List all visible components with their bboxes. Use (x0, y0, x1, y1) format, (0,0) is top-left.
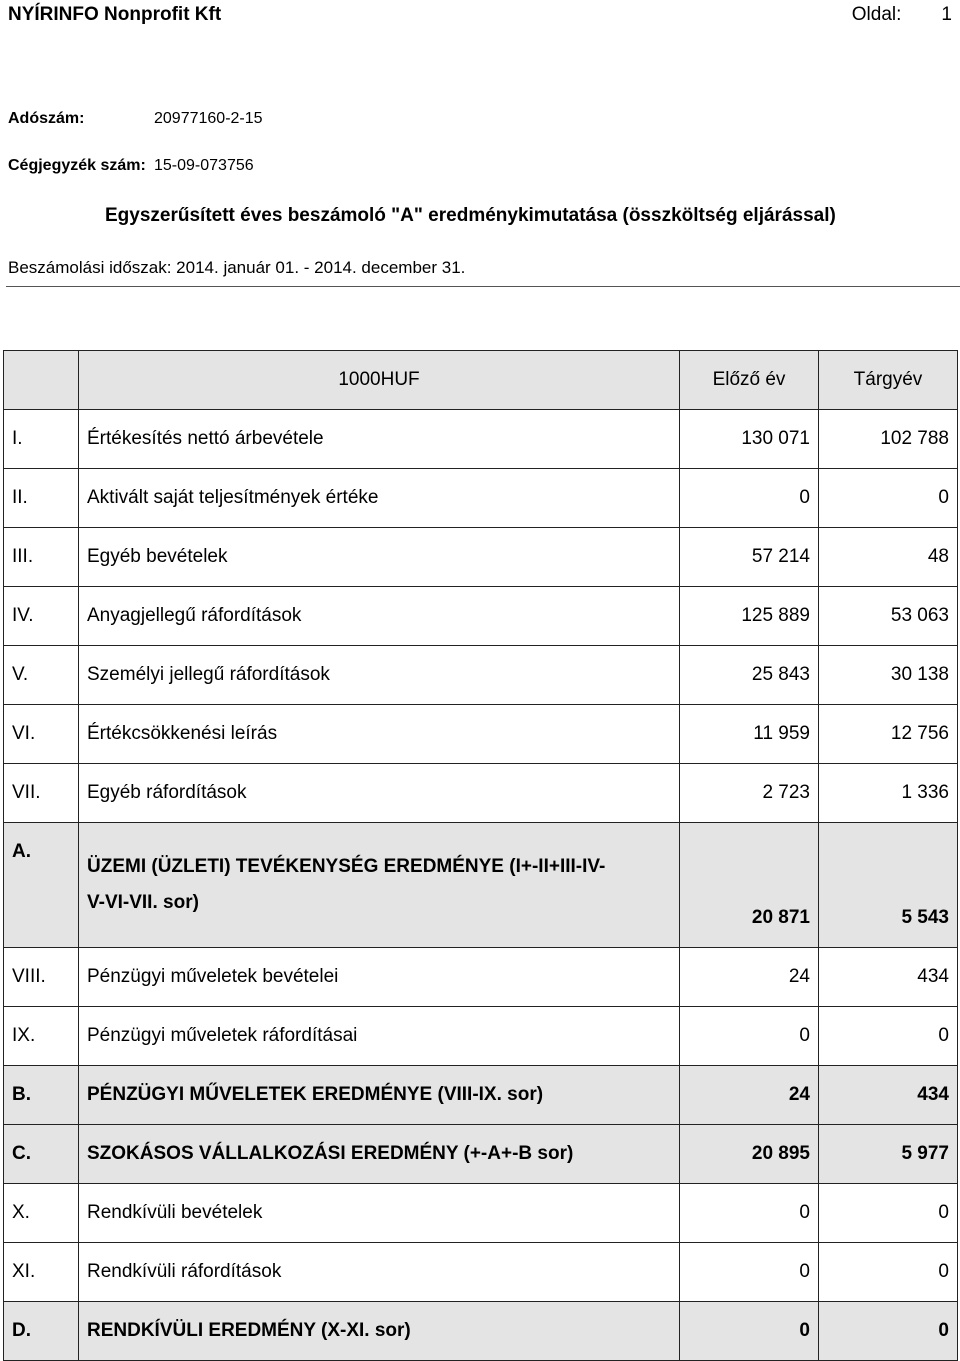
table-row (4, 1184, 958, 1243)
registry-number-value: 15-09-073756 (154, 157, 254, 174)
tax-number-value: 20977160-2-15 (154, 110, 263, 127)
row-code: A. (4, 823, 79, 948)
page-indicator (852, 4, 952, 26)
row-label: Pénzügyi műveletek ráfordításai (79, 1007, 680, 1066)
row-label: Rendkívüli bevételek (79, 1184, 680, 1243)
row-current: 434 (819, 948, 958, 1007)
row-current: 0 (819, 1184, 958, 1243)
row-code: D. (4, 1302, 79, 1361)
table-row (4, 1243, 958, 1302)
row-current: 0 (819, 1007, 958, 1066)
row-previous: 24 (680, 948, 819, 1007)
row-label: Rendkívüli ráfordítások (79, 1243, 680, 1302)
table-header-row (4, 351, 958, 410)
table-row (4, 410, 958, 469)
row-code: B. (4, 1066, 79, 1125)
row-previous: 11 959 (680, 705, 819, 764)
row-code: XI. (4, 1243, 79, 1302)
table-row-subtotal (4, 1302, 958, 1361)
row-code: IV. (4, 587, 79, 646)
table-row (4, 705, 958, 764)
row-label: Pénzügyi műveletek bevételei (79, 948, 680, 1007)
table-row (4, 469, 958, 528)
reporting-period: Beszámolási időszak: 2014. január 01. - 2014. december 31. (8, 258, 466, 277)
row-code: I. (4, 410, 79, 469)
table-row-subtotal (4, 1066, 958, 1125)
row-current: 5 543 (819, 823, 958, 948)
header-current-year: Tárgyév (819, 351, 958, 410)
row-code: C. (4, 1125, 79, 1184)
row-label: ÜZEMI (ÜZLETI) TEVÉKENYSÉG EREDMÉNYE (I+-II+III-IV-V-VI-VII. sor) (79, 823, 680, 948)
table-row (4, 764, 958, 823)
row-label: Aktivált saját teljesítmények értéke (79, 469, 680, 528)
row-previous: 0 (680, 469, 819, 528)
divider (6, 286, 960, 287)
table-row (4, 1007, 958, 1066)
row-current: 5 977 (819, 1125, 958, 1184)
row-current: 1 336 (819, 764, 958, 823)
row-current: 12 756 (819, 705, 958, 764)
row-code: V. (4, 646, 79, 705)
header-unit: 1000HUF (79, 351, 680, 410)
row-label: Értékesítés nettó árbevétele (79, 410, 680, 469)
page-number: 1 (941, 4, 952, 25)
row-label: Anyagjellegű ráfordítások (79, 587, 680, 646)
table-row (4, 948, 958, 1007)
company-name: NYÍRINFO Nonprofit Kft (8, 4, 222, 25)
row-previous: 20 871 (680, 823, 819, 948)
row-current: 48 (819, 528, 958, 587)
row-code: X. (4, 1184, 79, 1243)
row-previous: 24 (680, 1066, 819, 1125)
row-code: VII. (4, 764, 79, 823)
row-previous: 0 (680, 1302, 819, 1361)
row-previous: 0 (680, 1184, 819, 1243)
header-previous-year: Előző év (680, 351, 819, 410)
row-label: PÉNZÜGYI MŰVELETEK EREDMÉNYE (VIII-IX. sor) (79, 1066, 680, 1125)
row-previous: 0 (680, 1007, 819, 1066)
table-row (4, 646, 958, 705)
row-previous: 125 889 (680, 587, 819, 646)
registry-number-row (8, 157, 254, 175)
row-current: 0 (819, 469, 958, 528)
table-row (4, 528, 958, 587)
registry-number-label: Cégjegyzék szám: (8, 157, 146, 174)
row-current: 0 (819, 1243, 958, 1302)
row-current: 30 138 (819, 646, 958, 705)
tax-number-row (8, 110, 263, 128)
income-statement-table (3, 350, 958, 1361)
row-code: III. (4, 528, 79, 587)
row-current: 102 788 (819, 410, 958, 469)
table-row-subtotal (4, 1125, 958, 1184)
row-label: Személyi jellegű ráfordítások (79, 646, 680, 705)
table-row-subtotal (4, 823, 958, 948)
row-previous: 20 895 (680, 1125, 819, 1184)
row-code: VI. (4, 705, 79, 764)
row-label: Egyéb bevételek (79, 528, 680, 587)
row-previous: 57 214 (680, 528, 819, 587)
row-current: 0 (819, 1302, 958, 1361)
tax-number-label: Adószám: (8, 110, 85, 127)
row-code: II. (4, 469, 79, 528)
row-code: IX. (4, 1007, 79, 1066)
row-previous: 130 071 (680, 410, 819, 469)
row-current: 434 (819, 1066, 958, 1125)
row-label: Értékcsökkenési leírás (79, 705, 680, 764)
row-previous: 25 843 (680, 646, 819, 705)
page-label: Oldal: (851, 4, 902, 25)
table-row (4, 587, 958, 646)
report-title: Egyszerűsített éves beszámoló "A" eredménykimutatása (összköltség eljárással) (105, 205, 836, 226)
row-previous: 0 (680, 1243, 819, 1302)
row-label: RENDKÍVÜLI EREDMÉNY (X-XI. sor) (79, 1302, 680, 1361)
row-label: Egyéb ráfordítások (79, 764, 680, 823)
row-current: 53 063 (819, 587, 958, 646)
header-code-cell (4, 351, 79, 410)
row-previous: 2 723 (680, 764, 819, 823)
row-code: VIII. (4, 948, 79, 1007)
row-label: SZOKÁSOS VÁLLALKOZÁSI EREDMÉNY (+-A+-B sor) (79, 1125, 680, 1184)
